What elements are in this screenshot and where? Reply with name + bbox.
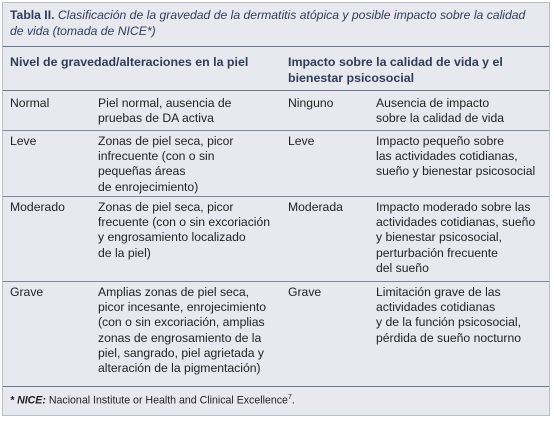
row-divider	[3, 281, 550, 282]
cell-line: Zonas de piel seca, picor	[98, 200, 234, 214]
cell-line: Amplias zonas de piel seca,	[98, 285, 250, 299]
caption-title: Clasificación de la gravedad de la dermatitis atópica y posible impacto sobre la calidad de vida (tomada de NICE*)	[10, 8, 526, 38]
table-caption	[10, 8, 542, 39]
impact-cell	[376, 96, 504, 126]
cell-line: del sueño	[376, 260, 429, 275]
footnote-text: Nacional Institute or Health and Clinical Excellence	[45, 394, 288, 407]
cell-line: infrecuente (con o sin	[98, 149, 215, 164]
footnote-ref: 7	[287, 394, 292, 401]
impact-level-cell: Leve	[288, 134, 315, 148]
caption-label: Tabla II.	[10, 8, 55, 22]
cell-line: Limitación grave de las	[376, 285, 501, 299]
severity-level-cell: Leve	[10, 134, 37, 148]
impact-cell	[376, 200, 535, 276]
cell-line: y engrosamiento localizado	[98, 230, 246, 245]
cell-line: y bienestar psicosocial,	[376, 230, 502, 245]
header-divider	[3, 90, 550, 91]
cell-line: de enrojecimiento)	[98, 179, 199, 194]
severity-level-cell: Moderado	[10, 200, 65, 214]
skin-cell	[98, 96, 231, 126]
cell-line: zonas de engrosamiento de la	[98, 330, 262, 345]
header-severity: Nivel de gravedad/alteraciones en la piel	[10, 55, 249, 69]
cell-line: actividades cotidianas	[376, 300, 496, 315]
footnote	[10, 394, 295, 407]
row-divider	[3, 130, 550, 131]
cell-line: perturbación frecuente	[376, 245, 498, 260]
cell-line: Ausencia de impacto	[376, 96, 490, 110]
cell-line: Impacto pequeño sobre	[376, 134, 505, 148]
cell-line: pequeñas áreas	[98, 164, 186, 179]
cell-line: piel, sangrado, piel agrietada y	[98, 345, 264, 360]
cell-line: y de la función psicosocial,	[376, 315, 521, 330]
cell-line: alteración de la pigmentación)	[98, 361, 261, 376]
cell-line: Impacto moderado sobre las	[376, 200, 531, 214]
cell-line: sobre la calidad de vida	[376, 111, 505, 126]
severity-level-cell: Normal	[10, 96, 50, 110]
cell-line: pérdida de sueño nocturno	[376, 330, 522, 345]
footnote-mark: * NICE:	[10, 394, 46, 407]
cell-line: las actividades cotidianas,	[376, 149, 518, 164]
impact-level-cell: Ninguno	[288, 96, 334, 110]
impact-cell	[376, 134, 535, 180]
row-divider	[3, 196, 550, 197]
skin-cell	[98, 285, 266, 376]
impact-level-cell: Grave	[288, 285, 322, 299]
impact-level-cell: Moderada	[288, 200, 343, 214]
cell-line: Zonas de piel seca, picor	[98, 134, 234, 148]
footnote-end: .	[291, 394, 295, 407]
cell-line: actividades cotidianas, sueño	[376, 215, 536, 230]
skin-cell	[98, 200, 270, 261]
caption-divider	[3, 46, 550, 47]
table-card	[2, 2, 550, 416]
header-impact: Impacto sobre la calidad de vida y el bienestar psicosocial	[288, 55, 503, 85]
cell-line: frecuente (con o sin excoriación	[98, 215, 271, 230]
cell-line: de la piel)	[98, 245, 151, 260]
cell-line: pruebas de DA activa	[98, 111, 214, 126]
cell-line: Piel normal, ausencia de	[98, 96, 232, 110]
table-bottom-rule	[3, 386, 550, 387]
cell-line: (con o sin excoriación, amplias	[98, 315, 265, 330]
severity-level-cell: Grave	[10, 285, 44, 299]
skin-cell	[98, 134, 234, 195]
cell-line: sueño y bienestar psicosocial	[376, 164, 536, 179]
cell-line: picor incesante, enrojecimiento	[98, 300, 267, 315]
impact-cell	[376, 285, 521, 346]
